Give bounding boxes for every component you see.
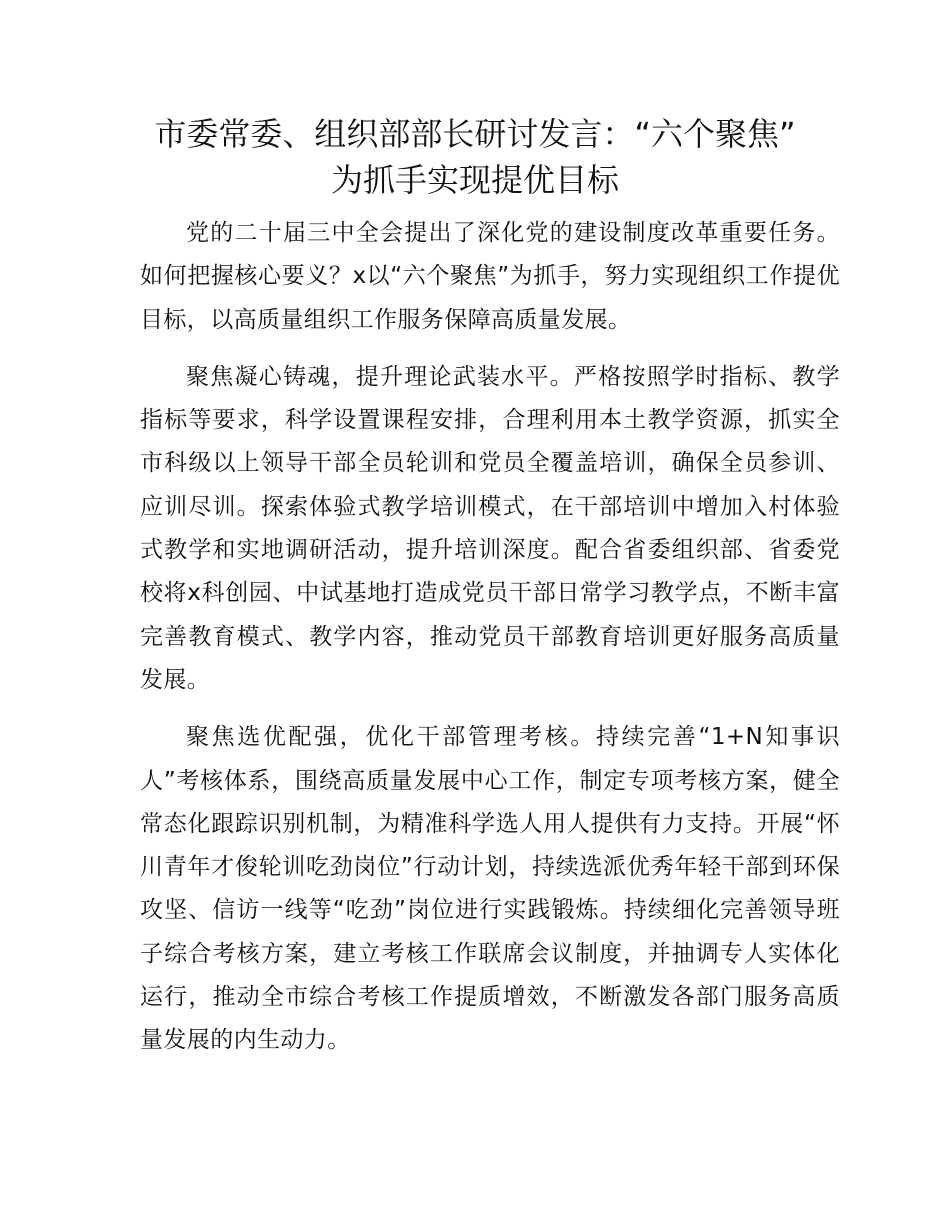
paragraph-cadre: 聚焦选优配强，优化干部管理考核。持续完善“1+N知事识人”考核体系，围绕高质量发展中心工作，制定专项考核方案，健全常态化跟踪识别机制，为精准科学选人用人提供有力支持。开展“怀川青年才俊轮训吃劲岗位”行动计划，持续选派优秀年轻干部到环保攻坚、信访一线等“吃劲”岗位进行实践锻炼。持续细化完善领导班子综合考核方案，建立考核工作联席会议制度，并抽调专人实体化运行，推动全市综合考核工作提质增效，不断激发各部门服务高质量发展的内生动力。 [140, 724, 840, 1054]
document-title-line-2: 为抓手实现提优目标 [330, 161, 619, 199]
document-body [140, 212, 840, 1077]
paragraph-theory: 聚焦凝心铸魂，提升理论武装水平。严格按照学时指标、教学指标等要求，科学设置课程安排，合理利用本土教学资源，抓实全市科级以上领导干部全员轮训和党员全覆盖培训，确保全员参训、应训尽训。探索体验式教学培训模式，在干部培训中增加入村体验式教学和实地调研活动，提升培训深度。配合省委组织部、省委党校将x科创园、中试基地打造成党员干部日常学习教学点，不断丰富完善教育模式、教学内容，推动党员干部教育培训更好服务高质量发展。 [140, 363, 840, 693]
paragraph-intro: 党的二十届三中全会提出了深化党的建设制度改革重要任务。如何把握核心要义？x以“六个聚焦”为抓手，努力实现组织工作提优目标，以高质量组织工作服务保障高质量发展。 [140, 220, 840, 333]
document-title-line-1: 市委常委、组织部部长研讨发言：“六个聚焦” [154, 115, 796, 153]
